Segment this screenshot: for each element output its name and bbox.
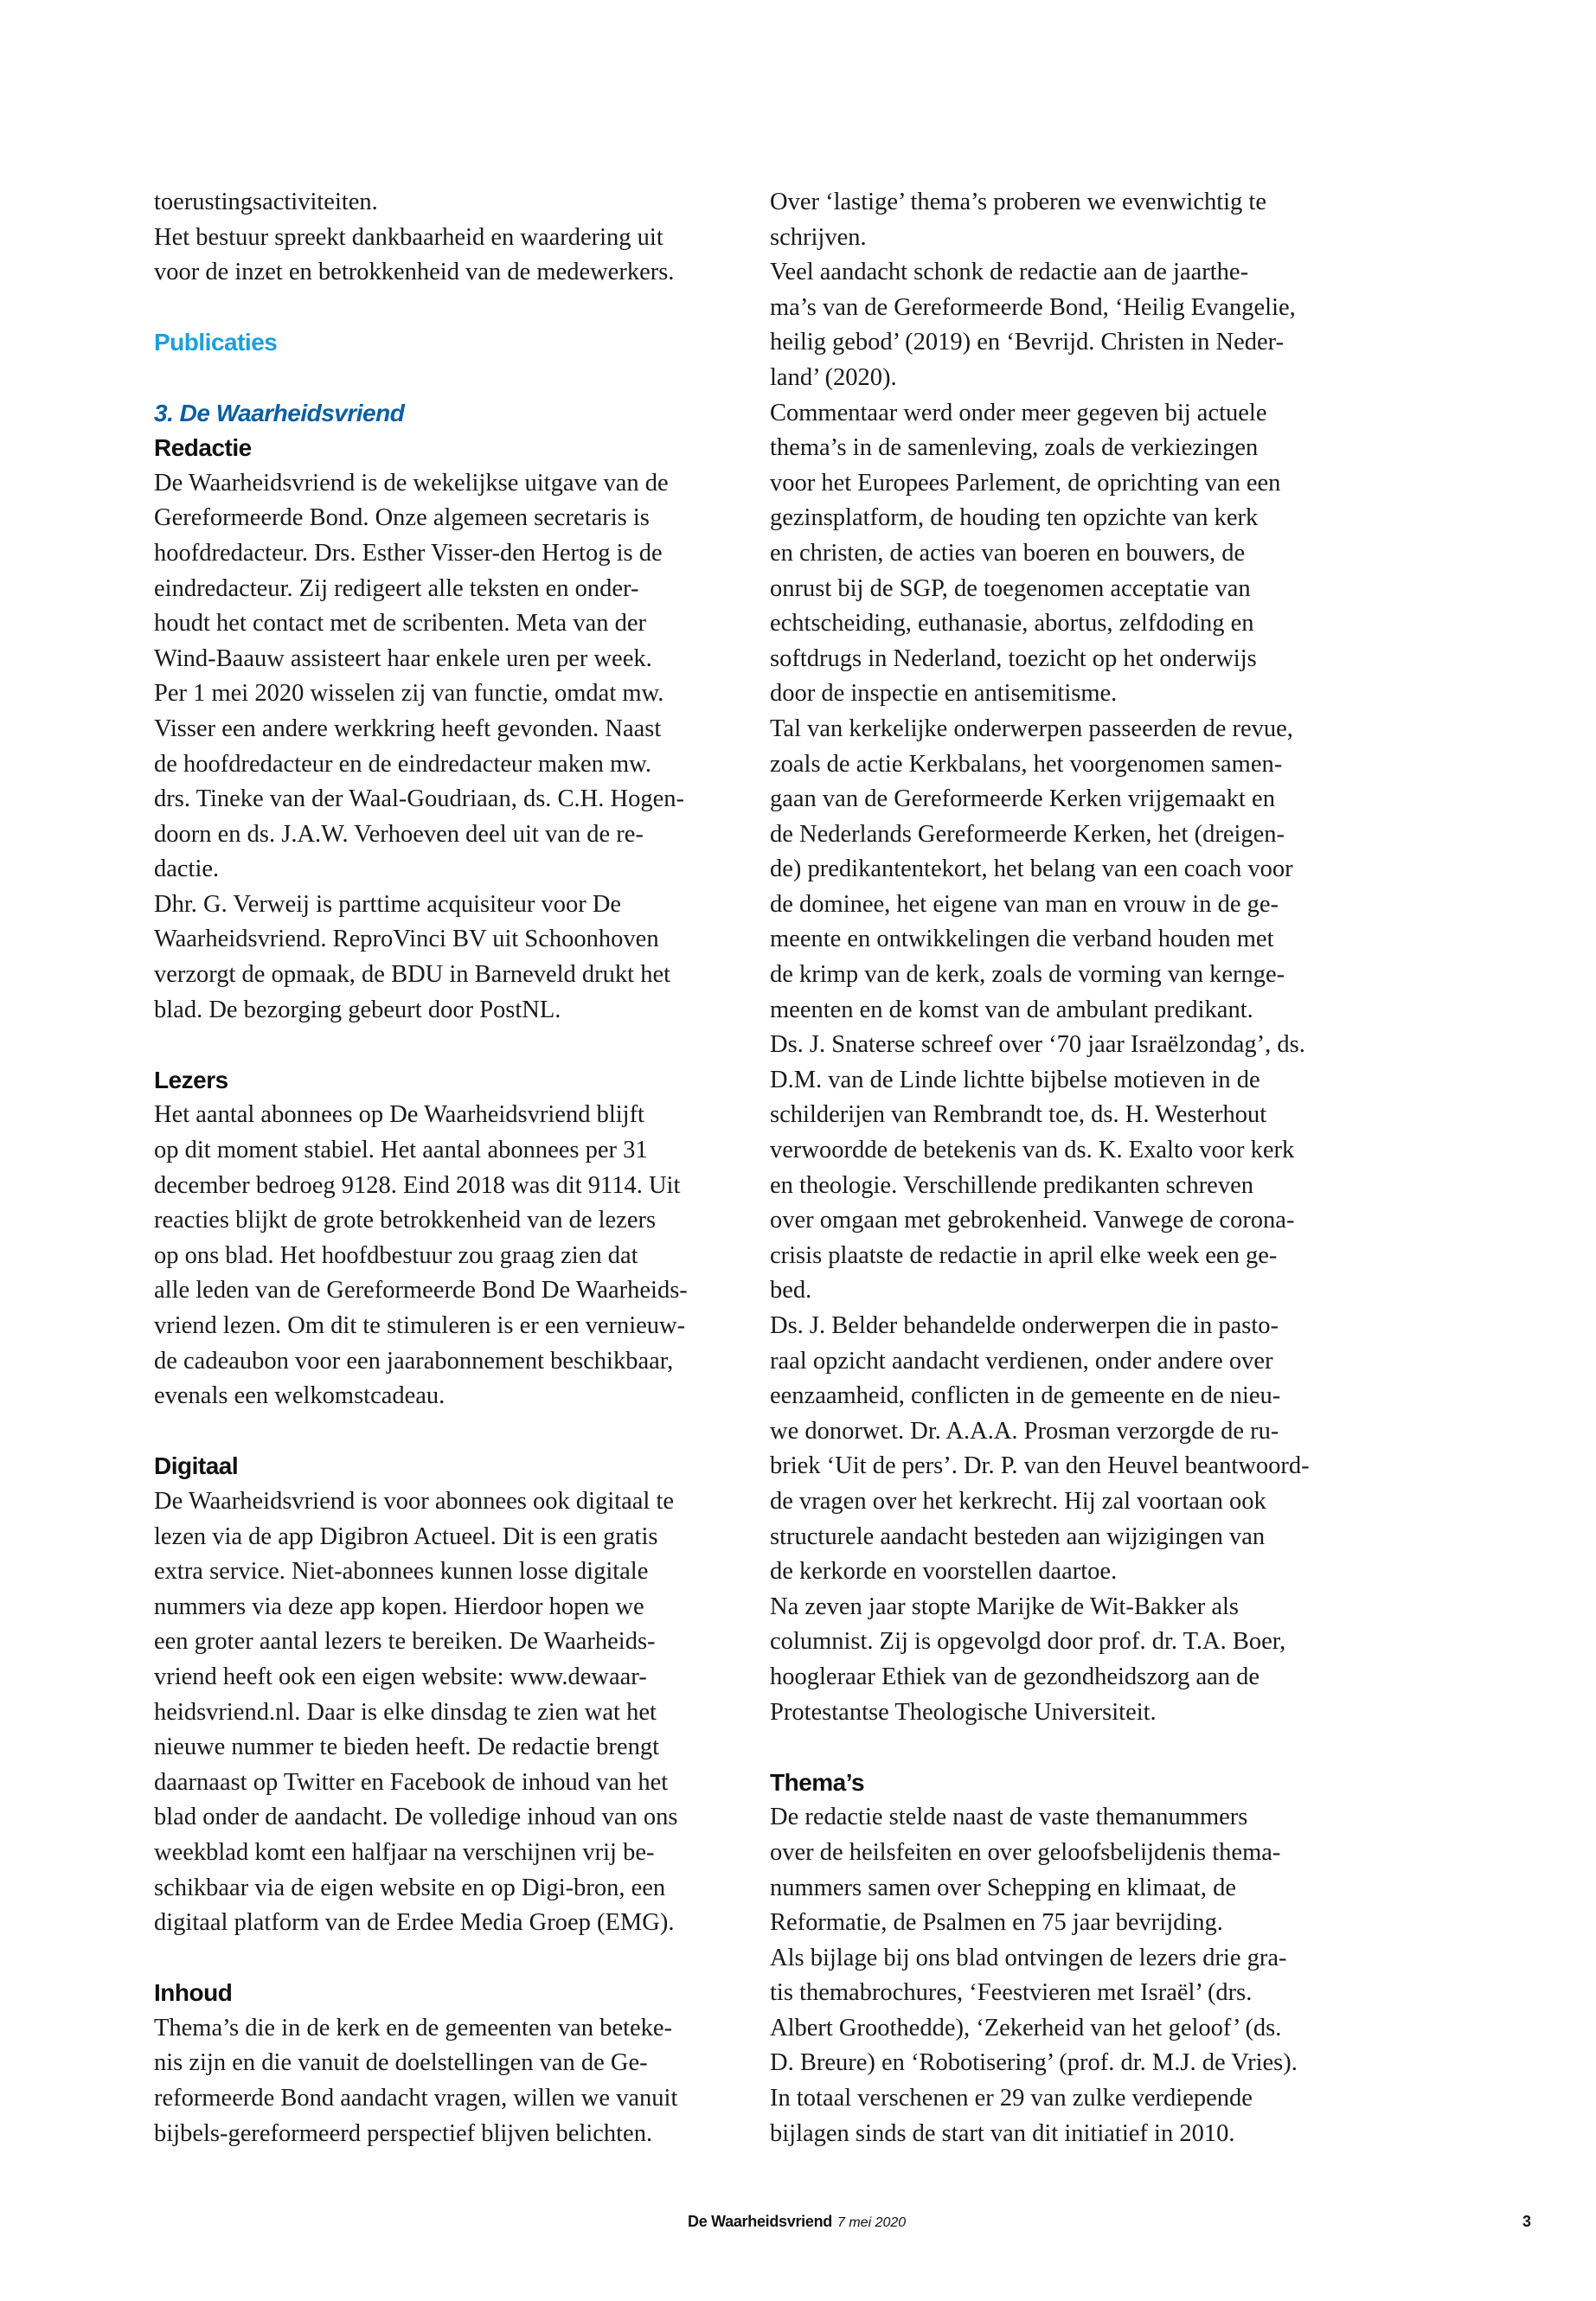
- heading-digitaal: Digitaal: [154, 1452, 239, 1480]
- heading-lezers: Lezers: [154, 1066, 228, 1093]
- paragraph-columnist: Na zeven jaar stopte Marijke de Wit-Bakker als columnist. Zij is opgevolgd door prof. dr. T.A. Boer, hoogleraar Ethiek van de gezondheidszorg aan de Protestantse Theologische Universiteit.: [770, 1593, 1286, 1726]
- paragraph-snaterse: Ds. J. Snaterse schreef over ‘70 jaar Israëlzondag’, ds. D.M. van de Linde lichtte bijbelse motieven in de schilderijen van Rembrandt toe, ds. H. Westerhout verwoordde de betekenis van ds. K. Exalto voor kerk en theologie. Verschillende predikanten schreven over omgaan met gebrokenheid. Vanwege de corona- crisis plaatste de redactie in april elke week een ge- bed.: [770, 1031, 1305, 1304]
- subheading-de-waarheidsvriend: 3. De Waarheidsvriend: [154, 399, 405, 426]
- digitaal-paragraph: De Waarheidsvriend is voor abonnees ook digitaal te lezen via de app Digibron Actueel. Dit is een gratis extra service. Niet-abonnees kunnen losse digitale nummers via deze app kopen. Hierdoor hopen we een groter aantal lezers te bereiken. De Waarheids- vriend heeft ook een eigen website: www.dewaar- heidsvriend.nl. Daar is elke dinsdag te zien wat het nieuwe nummer te bieden heeft. De redactie brengt daarnaast op Twitter en Facebook de inhoud van het blad onder de aandacht. De volledige inhoud van ons weekblad komt een halfjaar na verschijnen vrij be- schikbaar via de eigen website en op Digi-bron, een digitaal platform van de Erdee Media Groep (EMG).: [154, 1487, 678, 1937]
- redactie-paragraph-2: Dhr. G. Verweij is parttime acquisiteur voor De Waarheidsvriend. ReproVinci BV uit Schoonhoven verzorgt de opmaak, de BDU in Barneveld drukt het blad. De bezorging gebeurt door PostNL.: [154, 890, 671, 1023]
- redactie-paragraph-1: De Waarheidsvriend is de wekelijkse uitgave van de Gereformeerde Bond. Onze algemeen secretaris is hoofdredacteur. Drs. Esther Visser-den Hertog is de eindredacteur. Zij redigeert alle teksten en onder- houdt het contact met de scribenten. Meta van der Wind-Baauw assisteert haar enkele uren per week. Per 1 mei 2020 wisselen zij van functie, omdat mw. Visser een andere werkkring heeft gevonden. Naast de hoofdredacteur en de eindredacteur maken mw. drs. Tineke van der Waal-Goudriaan, ds. C.H. Hogen- doorn en ds. J.A.W. Verhoeven deel uit van de re- dactie.: [154, 469, 684, 883]
- footer-date: 7 mei 2020: [837, 2215, 907, 2230]
- footer-publication: [688, 2213, 906, 2231]
- heading-redactie: Redactie: [154, 434, 252, 462]
- right-column: [770, 185, 1358, 2151]
- footer-title: De Waarheidsvriend: [688, 2213, 832, 2230]
- paragraph-jaarthemas: Veel aandacht schonk de redactie aan de jaarthe- ma’s van de Gereformeerde Bond, ‘Heilig Evangelie, heilig gebod’ (2019) en ‘Bevrijd. Christen in Neder- land’ (2020).: [770, 259, 1296, 391]
- heading-themas: Thema’s: [770, 1768, 865, 1796]
- heading-inhoud: Inhoud: [154, 1979, 233, 2007]
- lezers-paragraph: Het aantal abonnees op De Waarheidsvriend blijft op dit moment stabiel. Het aantal abonnees per 31 december bedroeg 9128. Eind 2018 was dit 9114. Uit reacties blijkt de grote betrokkenheid van de lezers op ons blad. Het hoofdbestuur zou graag zien dat alle leden van de Gereformeerde Bond De Waarheids- vriend lezen. Om dit te stimuleren is er een vernieuw- de cadeaubon voor een jaarabonnement beschikbaar, evenals een welkomstcadeau.: [154, 1101, 688, 1410]
- paragraph-belder: Ds. J. Belder behandelde onderwerpen die in pasto- raal opzicht aandacht verdienen, onder andere over eenzaamheid, conflicten in de gemeente en de nieu- we donorwet. Dr. A.A.A. Prosman verzorgde de ru- briek ‘Uit de pers’. Dr. P. van den Heuvel beantwoord- de vragen over het kerkrecht. Hij zal voortaan ook structurele aandacht besteden aan wijzigingen van de kerkorde en voorstellen daartoe.: [770, 1312, 1310, 1586]
- left-column: [154, 185, 742, 2151]
- page-number: 3: [1522, 2213, 1532, 2230]
- paragraph-kerkelijke-onderwerpen: Tal van kerkelijke onderwerpen passeerden de revue, zoals de actie Kerkbalans, het voorgenomen samen- gaan van de Gereformeerde Kerken vrijgemaakt en de Nederlands Gereformeerde Kerken, het (dreigen- de) predikantentekort, het belang van een coach voor de dominee, het eigene van man en vrouw in de ge- meente en ontwikkelingen die verband houden met de krimp van de kerk, zoals de vorming van kernge- meenten en de komst van de ambulant predikant.: [770, 715, 1293, 1023]
- section-heading-publicaties: Publicaties: [154, 329, 278, 356]
- intro-paragraph: toerustingsactiviteiten. Het bestuur spreekt dankbaarheid en waardering uit voor de inzet en betrokkenheid van de medewerkers.: [154, 189, 675, 286]
- paragraph-commentaar: Commentaar werd onder meer gegeven bij actuele thema’s in de samenleving, zoals de verkiezingen voor het Europees Parlement, de oprichting van een gezinsplatform, de houding ten opzichte van kerk en christen, de acties van boeren en bouwers, de onrust bij de SGP, de toegenomen acceptatie van echtscheiding, euthanasie, abortus, zelfdoding en softdrugs in Nederland, toezicht op het onderwijs door de inspectie en antisemitisme.: [770, 399, 1281, 708]
- paragraph-themanummers: De redactie stelde naast de vaste themanummers over de heilsfeiten en over geloofsbelijdenis thema- nummers samen over Schepping en klimaat, de Reformatie, de Psalmen en 75 jaar bevrijding.: [770, 1804, 1281, 1937]
- inhoud-paragraph: Thema’s die in de kerk en de gemeenten van beteke- nis zijn en die vanuit de doelstellingen van de Ge- reformeerde Bond aandacht vragen, willen we vanuit bijbels-gereformeerd perspectief blijven belichten.: [154, 2014, 678, 2147]
- paragraph-bijlagen: Als bijlage bij ons blad ontvingen de lezers drie gra- tis themabrochures, ‘Feestvieren met Israël’ (drs. Albert Groothedde), ‘Zekerheid van het geloof’ (ds. D. Breure) en ‘Robotisering’ (prof. dr. M.J. de Vries). In totaal verschenen er 29 van zulke verdiepende bijlagen sinds de start van dit initiatief in 2010.: [770, 1944, 1298, 2147]
- paragraph-lastige-themas: Over ‘lastige’ thema’s proberen we evenwichtig te schrijven.: [770, 189, 1266, 251]
